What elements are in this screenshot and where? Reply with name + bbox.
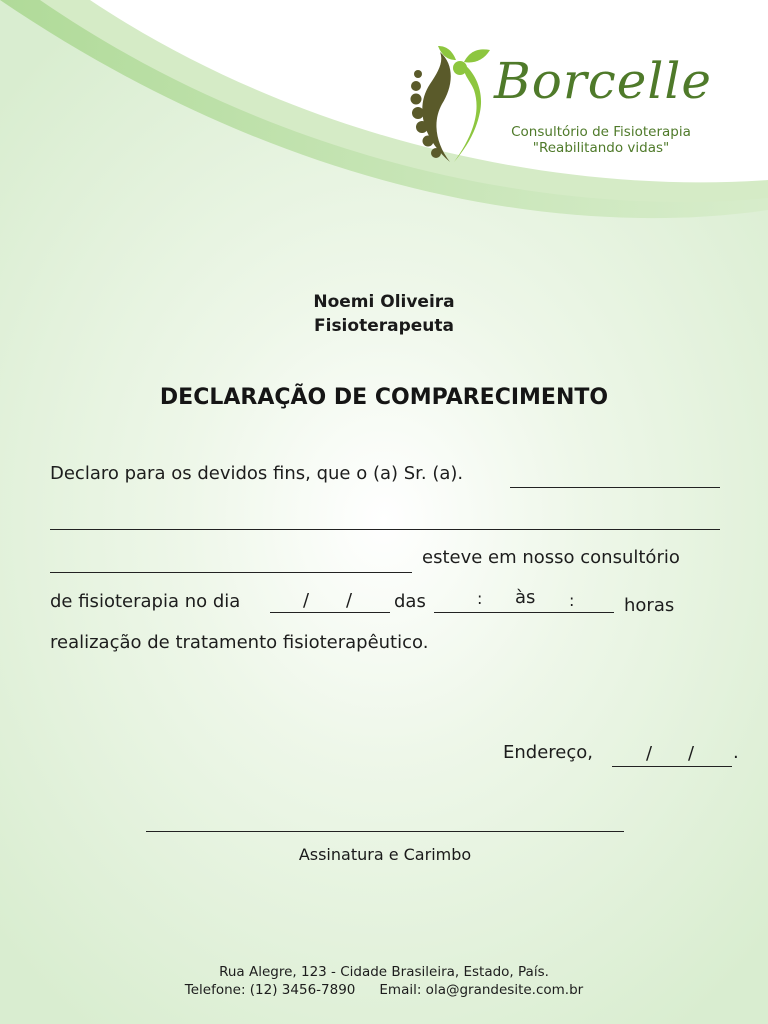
place-label: Endereço, — [503, 742, 593, 763]
spine-leaf-logo-icon — [404, 44, 496, 166]
professional-block — [0, 290, 768, 338]
signature-line — [146, 831, 624, 832]
declaration-line-4-das: das — [394, 591, 426, 612]
declaration-line-1: Declaro para os devidos fins, que o (a) Sr. (a). — [50, 463, 464, 484]
declaration-line-4-end: horas — [624, 595, 675, 616]
patient-name-blank-1 — [510, 487, 720, 488]
professional-role: Fisioterapeuta — [314, 316, 454, 336]
footer-phone: Telefone: (12) 3456-7890 — [184, 982, 356, 998]
document-title: DECLARAÇÃO DE COMPARECIMENTO — [159, 385, 609, 410]
place-date-slash-1: / — [646, 743, 653, 764]
footer-address: Rua Alegre, 123 - Cidade Brasileira, Estado, País. — [219, 964, 549, 980]
patient-name-blank-3 — [50, 572, 412, 573]
footer-contact — [0, 981, 768, 999]
declaration-line-3: esteve em nosso consultório — [422, 547, 680, 568]
footer — [0, 963, 768, 999]
brand-subtitle-block — [494, 124, 708, 156]
declaration-line-5: realização de tratamento fisioterapêutico. — [50, 632, 429, 653]
date-slash-1: / — [303, 590, 310, 611]
brand-slogan: "Reabilitando vidas" — [532, 140, 670, 156]
place-end-period: . — [733, 742, 739, 763]
date-blank — [270, 612, 390, 613]
brand-subtitle: Consultório de Fisioterapia — [511, 124, 691, 140]
time-colon-2: : — [569, 591, 575, 610]
time-range-blank — [434, 612, 614, 613]
date-slash-2: / — [346, 590, 353, 611]
signature-label: Assinatura e Carimbo — [298, 845, 472, 864]
place-date-blank — [612, 766, 732, 767]
declaration-line-4-start: de fisioterapia no dia — [50, 591, 241, 612]
footer-email: Email: ola@grandesite.com.br — [379, 982, 584, 998]
professional-name: Noemi Oliveira — [313, 292, 455, 312]
time-colon-1: : — [477, 589, 483, 608]
place-date-slash-2: / — [688, 743, 695, 764]
patient-name-blank-2 — [50, 529, 720, 530]
brand-name: Borcelle — [494, 52, 712, 110]
declaration-line-4-as: às — [515, 587, 536, 608]
